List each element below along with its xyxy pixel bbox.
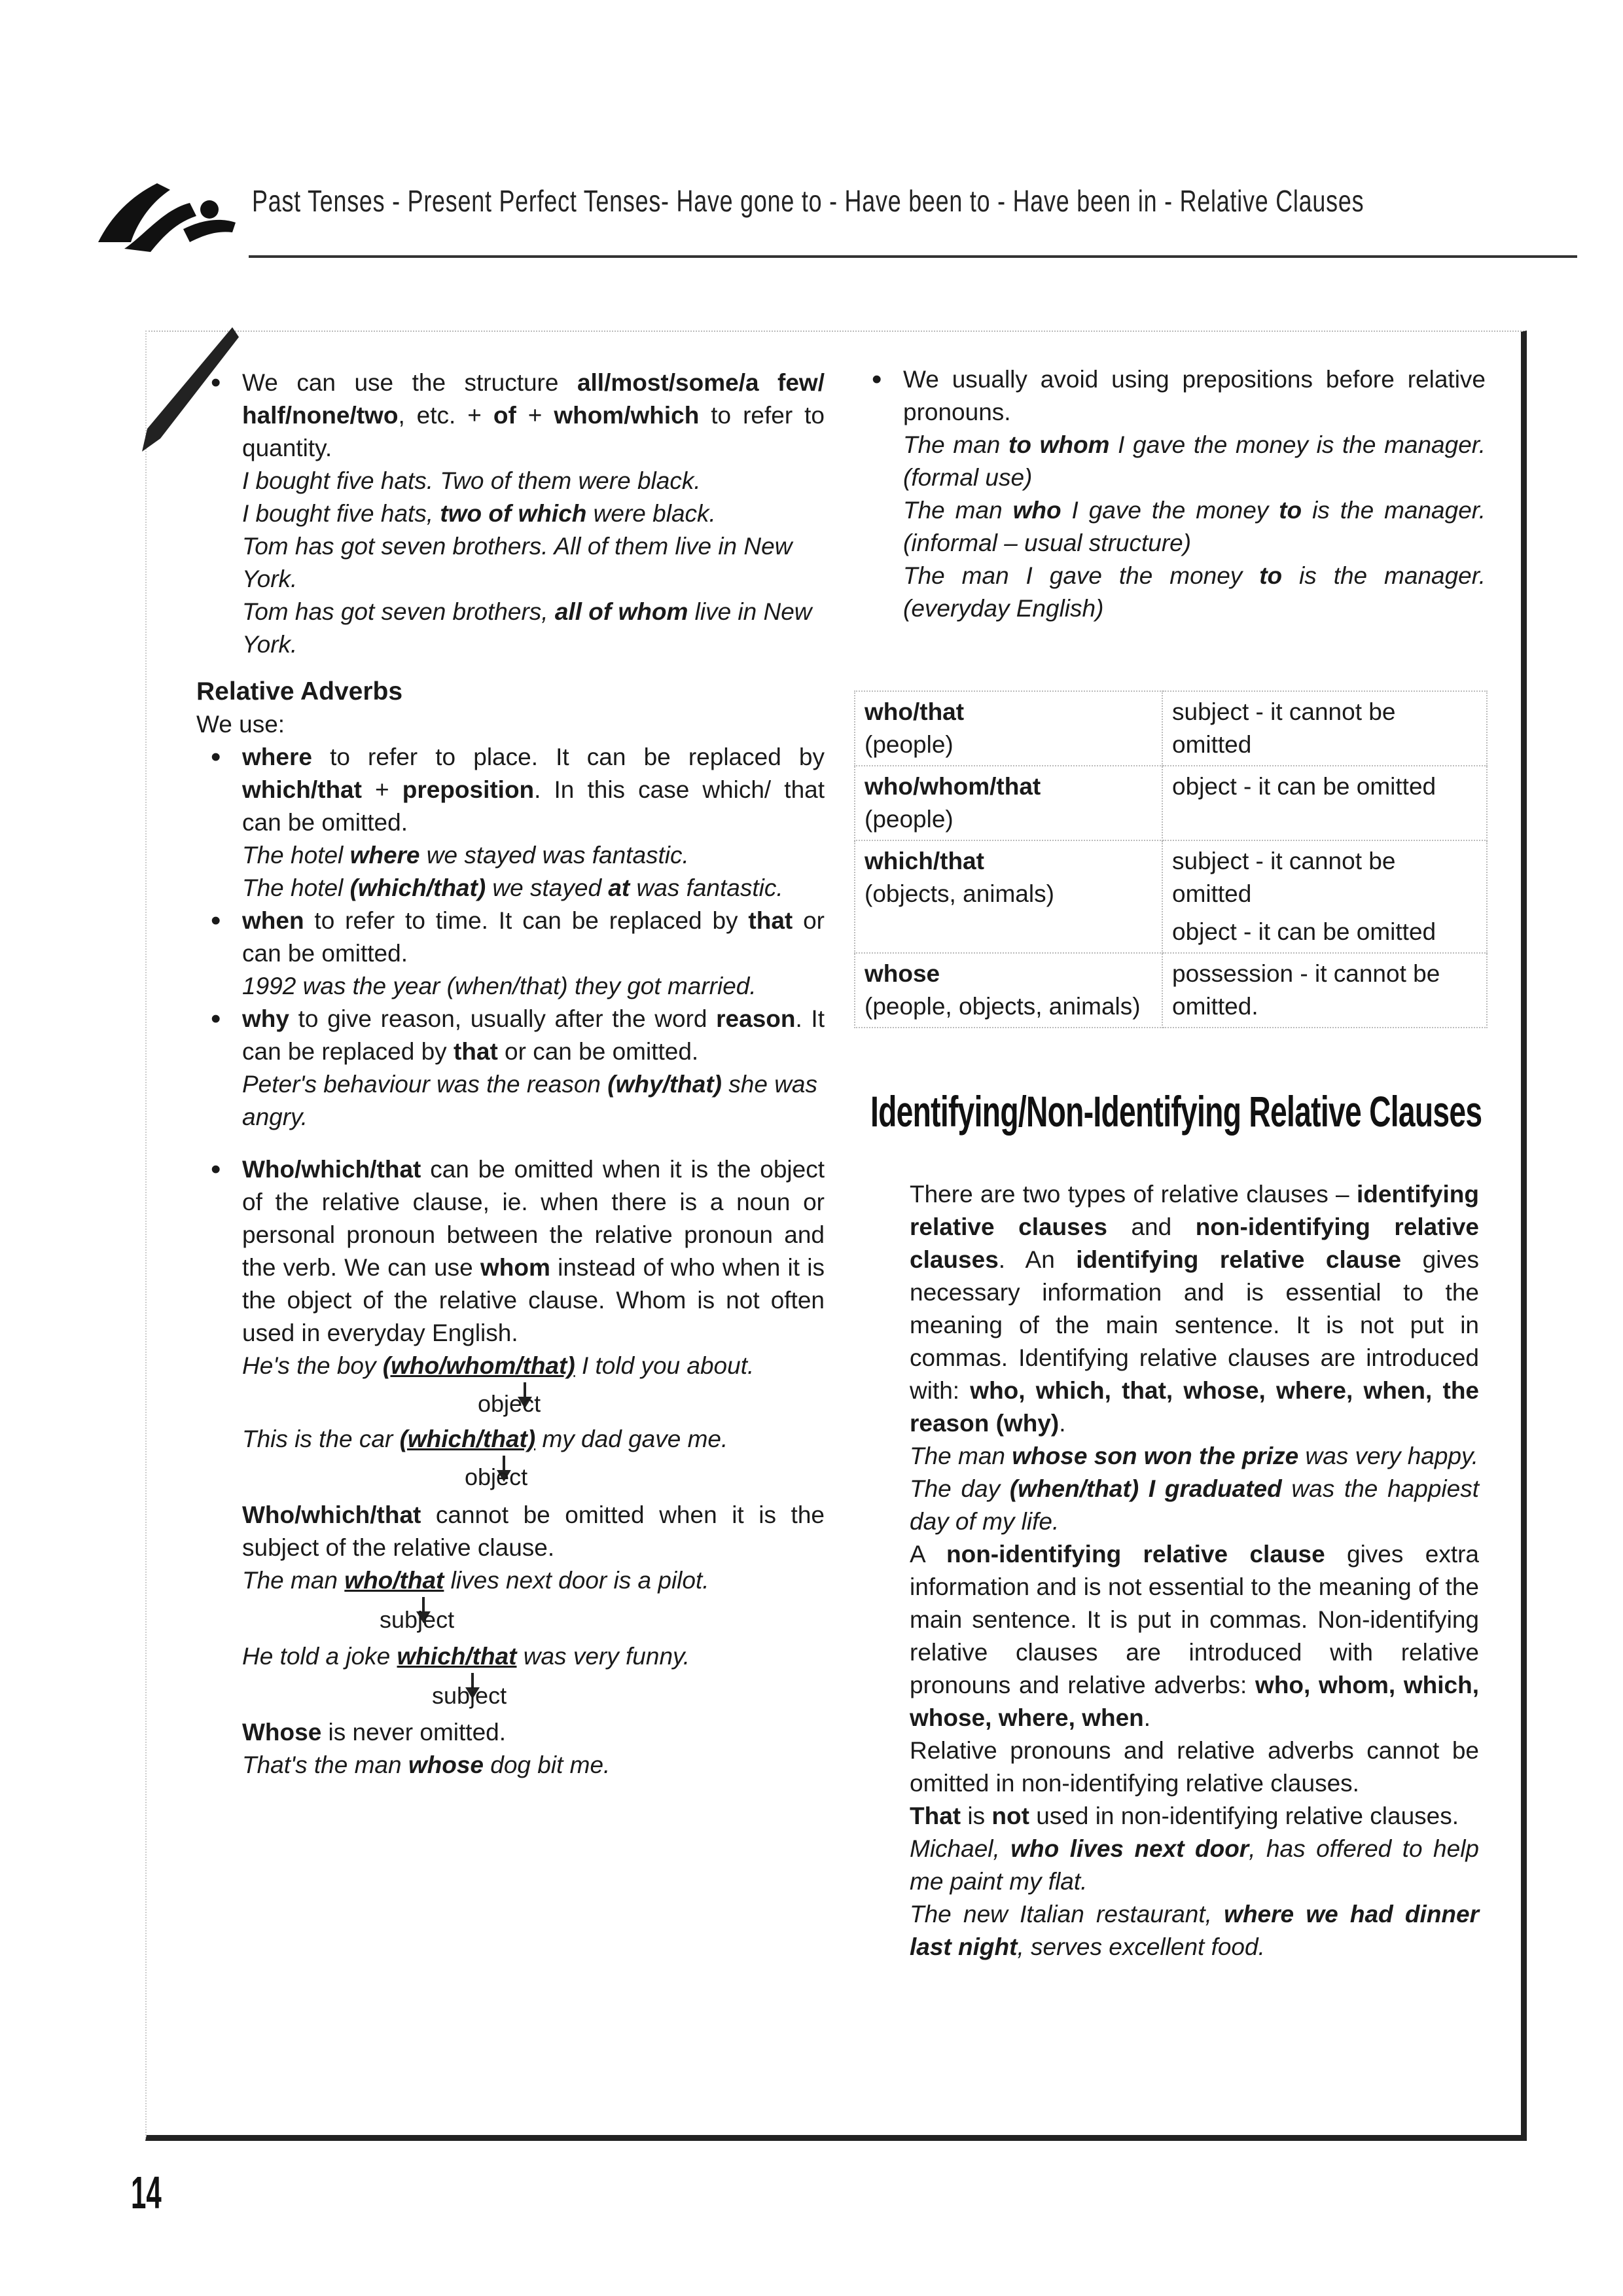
text: I bought five hats, bbox=[242, 500, 440, 527]
text: who/that bbox=[344, 1567, 444, 1594]
example bbox=[910, 1473, 1479, 1538]
text: which/that bbox=[242, 776, 362, 803]
object-label: object bbox=[465, 1463, 528, 1490]
text: whose bbox=[865, 960, 940, 987]
text: where we had dinner last night bbox=[910, 1901, 1479, 1960]
why-rule bbox=[196, 1003, 825, 1068]
text: (why/that) bbox=[607, 1071, 722, 1098]
right-column-bottom bbox=[910, 1178, 1479, 1964]
text: identifying relative clauses bbox=[910, 1181, 1479, 1240]
text: . In this case which/ that can be omitted. bbox=[242, 776, 825, 836]
text: at bbox=[608, 874, 630, 901]
text: The day bbox=[910, 1475, 1010, 1502]
example bbox=[196, 1423, 825, 1456]
text: Tom has got seven brothers, bbox=[242, 598, 555, 625]
example: 1992 was the year (when/that) they got married. bbox=[242, 973, 757, 999]
text: gives extra information and is not essential to the meaning of the main sentence. It is put in commas. Non-identifying relative clauses are introduced with relative pronouns and relative adverbs: bbox=[910, 1541, 1479, 1698]
text: instead of who when it is the object of the relative clause. Whom is not often used in everyday English. bbox=[242, 1254, 825, 1346]
text: The hotel bbox=[242, 842, 350, 869]
text: who/that bbox=[865, 698, 965, 725]
text: and bbox=[1107, 1213, 1196, 1240]
cannot-omit-paragraph: Relative pronouns and relative adverbs cannot be omitted in non-identifying relative clauses. bbox=[910, 1737, 1479, 1797]
example bbox=[196, 872, 825, 905]
text: The man bbox=[903, 431, 1009, 458]
example bbox=[196, 1350, 825, 1382]
text: Peter's behaviour was the reason bbox=[242, 1071, 608, 1098]
text: The man bbox=[242, 1567, 345, 1594]
object-diagram bbox=[196, 1456, 825, 1494]
text: object - it can be omitted bbox=[1172, 918, 1436, 945]
prepositions-rule: • We usually avoid using prepositions before relative pronouns. bbox=[857, 363, 1486, 429]
text: non-identifying relative clause bbox=[946, 1541, 1325, 1568]
text: which/that bbox=[865, 848, 984, 874]
text: (people, objects, animals) bbox=[865, 993, 1141, 1020]
example bbox=[857, 429, 1486, 494]
example bbox=[196, 497, 825, 530]
table-cell bbox=[855, 840, 1162, 953]
text: where bbox=[242, 744, 312, 770]
text: is the manager. (informal – usual structure) bbox=[903, 497, 1486, 556]
table-cell bbox=[855, 953, 1162, 1028]
text: to bbox=[1259, 562, 1283, 589]
example bbox=[910, 1898, 1479, 1964]
text: cannot be omitted when it is the subject of the relative clause. bbox=[242, 1501, 825, 1561]
text: The hotel bbox=[242, 874, 350, 901]
example: Tom has got seven brothers. All of them live in New York. bbox=[242, 533, 793, 592]
text: to give reason, usually after the word bbox=[289, 1005, 717, 1032]
page-header bbox=[85, 157, 1577, 268]
relative-pronouns-table bbox=[854, 691, 1488, 1028]
text: who bbox=[1012, 497, 1061, 524]
text: I gave the money is the manager. (formal use) bbox=[903, 431, 1486, 491]
non-identifying-paragraph bbox=[910, 1538, 1479, 1734]
text: . It can be replaced by bbox=[242, 1005, 825, 1065]
text: Michael, bbox=[910, 1835, 1011, 1862]
text: gives necessary information and is essential to the meaning of the main sentence. It is not put in commas. Identifying relative clauses are introduced with: bbox=[910, 1246, 1479, 1404]
example bbox=[857, 560, 1486, 625]
page-header-title: Past Tenses - Present Perfect Tenses- Have gone to - Have been to - Have been in - Relative Clauses bbox=[252, 184, 1364, 218]
table-cell bbox=[1162, 840, 1487, 953]
page-number: 14 bbox=[131, 2167, 162, 2218]
right-column-top bbox=[857, 363, 1486, 625]
header-divider bbox=[249, 255, 1577, 258]
text: , serves excellent food. bbox=[1017, 1933, 1265, 1960]
text: who, whom, which, whose, where, when bbox=[910, 1672, 1480, 1731]
relative-adverbs-heading: Relative Adverbs bbox=[196, 677, 403, 706]
example bbox=[196, 839, 825, 872]
text: when bbox=[242, 907, 304, 934]
text: not bbox=[991, 1803, 1029, 1829]
text: preposition bbox=[402, 776, 535, 803]
identifying-paragraph bbox=[910, 1178, 1479, 1440]
text: There are two types of relative clauses – bbox=[910, 1181, 1357, 1208]
text: to bbox=[1279, 497, 1302, 524]
text: I told you about. bbox=[575, 1352, 755, 1379]
text: The man I gave the money bbox=[903, 562, 1260, 589]
text: used in non-identifying relative clauses. bbox=[1029, 1803, 1459, 1829]
text: or can be omitted. bbox=[242, 907, 825, 967]
text: (people) bbox=[865, 806, 954, 833]
omission-rule bbox=[196, 1153, 825, 1350]
table-cell bbox=[855, 766, 1162, 840]
text: (which/that) bbox=[399, 1426, 536, 1452]
example bbox=[196, 596, 825, 661]
text: We can use the structure bbox=[242, 369, 577, 396]
text: can be omitted when it is the object of the relative clause, ie. when there is a noun or personal pronoun between the relative pronoun and the verb. We can use bbox=[242, 1156, 825, 1281]
text: she was angry. bbox=[242, 1071, 817, 1130]
text: that bbox=[748, 907, 793, 934]
text: , etc. + bbox=[398, 402, 493, 429]
text: I gave the money bbox=[1061, 497, 1279, 524]
left-column bbox=[196, 367, 825, 1782]
example bbox=[196, 1564, 825, 1597]
subject-diagram bbox=[196, 1673, 825, 1711]
where-rule bbox=[196, 741, 825, 839]
text: live in New York. bbox=[242, 598, 812, 658]
text: my dad gave me. bbox=[535, 1426, 728, 1452]
text: that bbox=[453, 1038, 498, 1065]
table-row bbox=[855, 840, 1487, 953]
text: (when/that) I graduated bbox=[1009, 1475, 1282, 1502]
text: (which/that) bbox=[349, 874, 486, 901]
text: all/most/some/a few/ half/none/two bbox=[242, 369, 825, 429]
text: why bbox=[242, 1005, 289, 1032]
text: we stayed was fantastic. bbox=[419, 842, 689, 869]
table-row bbox=[855, 953, 1487, 1028]
text: whose bbox=[408, 1751, 484, 1778]
example bbox=[196, 1640, 825, 1673]
object-diagram bbox=[196, 1382, 825, 1420]
text: That's the man bbox=[242, 1751, 408, 1778]
text: , has offered to help me paint my flat. bbox=[910, 1835, 1479, 1895]
text: where bbox=[349, 842, 420, 869]
text: is bbox=[961, 1803, 992, 1829]
text: was very happy. bbox=[1298, 1443, 1479, 1469]
example bbox=[196, 1749, 825, 1782]
text: whom bbox=[480, 1254, 550, 1281]
text: A bbox=[910, 1541, 946, 1568]
text: + bbox=[516, 402, 554, 429]
table-cell: object - it can be omitted bbox=[1162, 766, 1487, 840]
table-row bbox=[855, 766, 1487, 840]
text: were black. bbox=[586, 500, 716, 527]
quantity-rule bbox=[196, 367, 825, 465]
text: was fantastic. bbox=[630, 874, 783, 901]
text: That bbox=[910, 1803, 961, 1829]
text: all of whom bbox=[554, 598, 688, 625]
text: Whose bbox=[242, 1719, 322, 1746]
text: two of which bbox=[440, 500, 587, 527]
text: (objects, animals) bbox=[865, 880, 1054, 907]
text: . bbox=[1059, 1410, 1066, 1437]
subject-label: subject bbox=[380, 1606, 455, 1633]
table-cell: possession - it cannot be omitted. bbox=[1162, 953, 1487, 1028]
text: Who/which/that bbox=[242, 1156, 421, 1183]
when-rule bbox=[196, 905, 825, 970]
text: is never omitted. bbox=[321, 1719, 507, 1746]
example: I bought five hats. Two of them were black. bbox=[242, 467, 701, 494]
text: to refer to time. It can be replaced by bbox=[304, 907, 749, 934]
text: we stayed bbox=[486, 874, 609, 901]
text: The new Italian restaurant, bbox=[910, 1901, 1224, 1928]
text: . An bbox=[998, 1246, 1077, 1273]
text: who lives next door bbox=[1010, 1835, 1249, 1862]
text: The man bbox=[903, 497, 1013, 524]
text: whose son won the prize bbox=[1012, 1443, 1299, 1469]
subject-rule bbox=[196, 1499, 825, 1564]
text: to refer to place. It can be replaced by bbox=[312, 744, 825, 770]
text: is the manager. (everyday English) bbox=[903, 562, 1486, 622]
text: who, which, that, whose, where, when, the reason (why) bbox=[910, 1377, 1480, 1437]
text: was the happiest day of my life. bbox=[910, 1475, 1479, 1535]
brush-logo-icon bbox=[85, 170, 242, 255]
text: subject - it cannot be omitted bbox=[1172, 848, 1396, 907]
text: + bbox=[361, 776, 402, 803]
text: of bbox=[493, 402, 516, 429]
text: He's the boy bbox=[242, 1352, 383, 1379]
text: to whom bbox=[1008, 431, 1110, 458]
text: dog bit me. bbox=[484, 1751, 611, 1778]
that-not-used-paragraph bbox=[910, 1800, 1479, 1833]
text: whom/which bbox=[554, 402, 700, 429]
text: He told a joke bbox=[242, 1643, 397, 1670]
table-cell: subject - it cannot be omitted bbox=[1162, 691, 1487, 766]
section-title: Identifying/Non-Identifying Relative Clauses bbox=[870, 1087, 1482, 1136]
table-row bbox=[855, 691, 1487, 766]
text: (people) bbox=[865, 731, 954, 758]
text: who/whom/that bbox=[865, 773, 1041, 800]
text: was very funny. bbox=[516, 1643, 690, 1670]
text: to refer to quantity. bbox=[242, 402, 825, 461]
example bbox=[910, 1440, 1479, 1473]
text: Who/which/that bbox=[242, 1501, 421, 1528]
text: This is the car bbox=[242, 1426, 400, 1452]
text: identifying relative clause bbox=[1076, 1246, 1402, 1273]
object-label: object bbox=[478, 1390, 541, 1417]
whose-rule bbox=[196, 1716, 825, 1749]
text: or can be omitted. bbox=[497, 1038, 699, 1065]
text: non-identifying relative clauses bbox=[910, 1213, 1480, 1273]
we-use-label: We use: bbox=[196, 711, 285, 738]
text: which/that bbox=[397, 1643, 517, 1670]
subject-diagram bbox=[196, 1597, 825, 1635]
text: lives next door is a pilot. bbox=[444, 1567, 709, 1594]
subject-label: subject bbox=[432, 1682, 507, 1709]
text: . bbox=[1143, 1704, 1151, 1731]
text: reason bbox=[716, 1005, 796, 1032]
text: The man bbox=[910, 1443, 1012, 1469]
table-cell bbox=[855, 691, 1162, 766]
text: (who/whom/that) bbox=[382, 1352, 575, 1379]
example bbox=[910, 1833, 1479, 1898]
example bbox=[196, 1068, 825, 1134]
example bbox=[857, 494, 1486, 560]
